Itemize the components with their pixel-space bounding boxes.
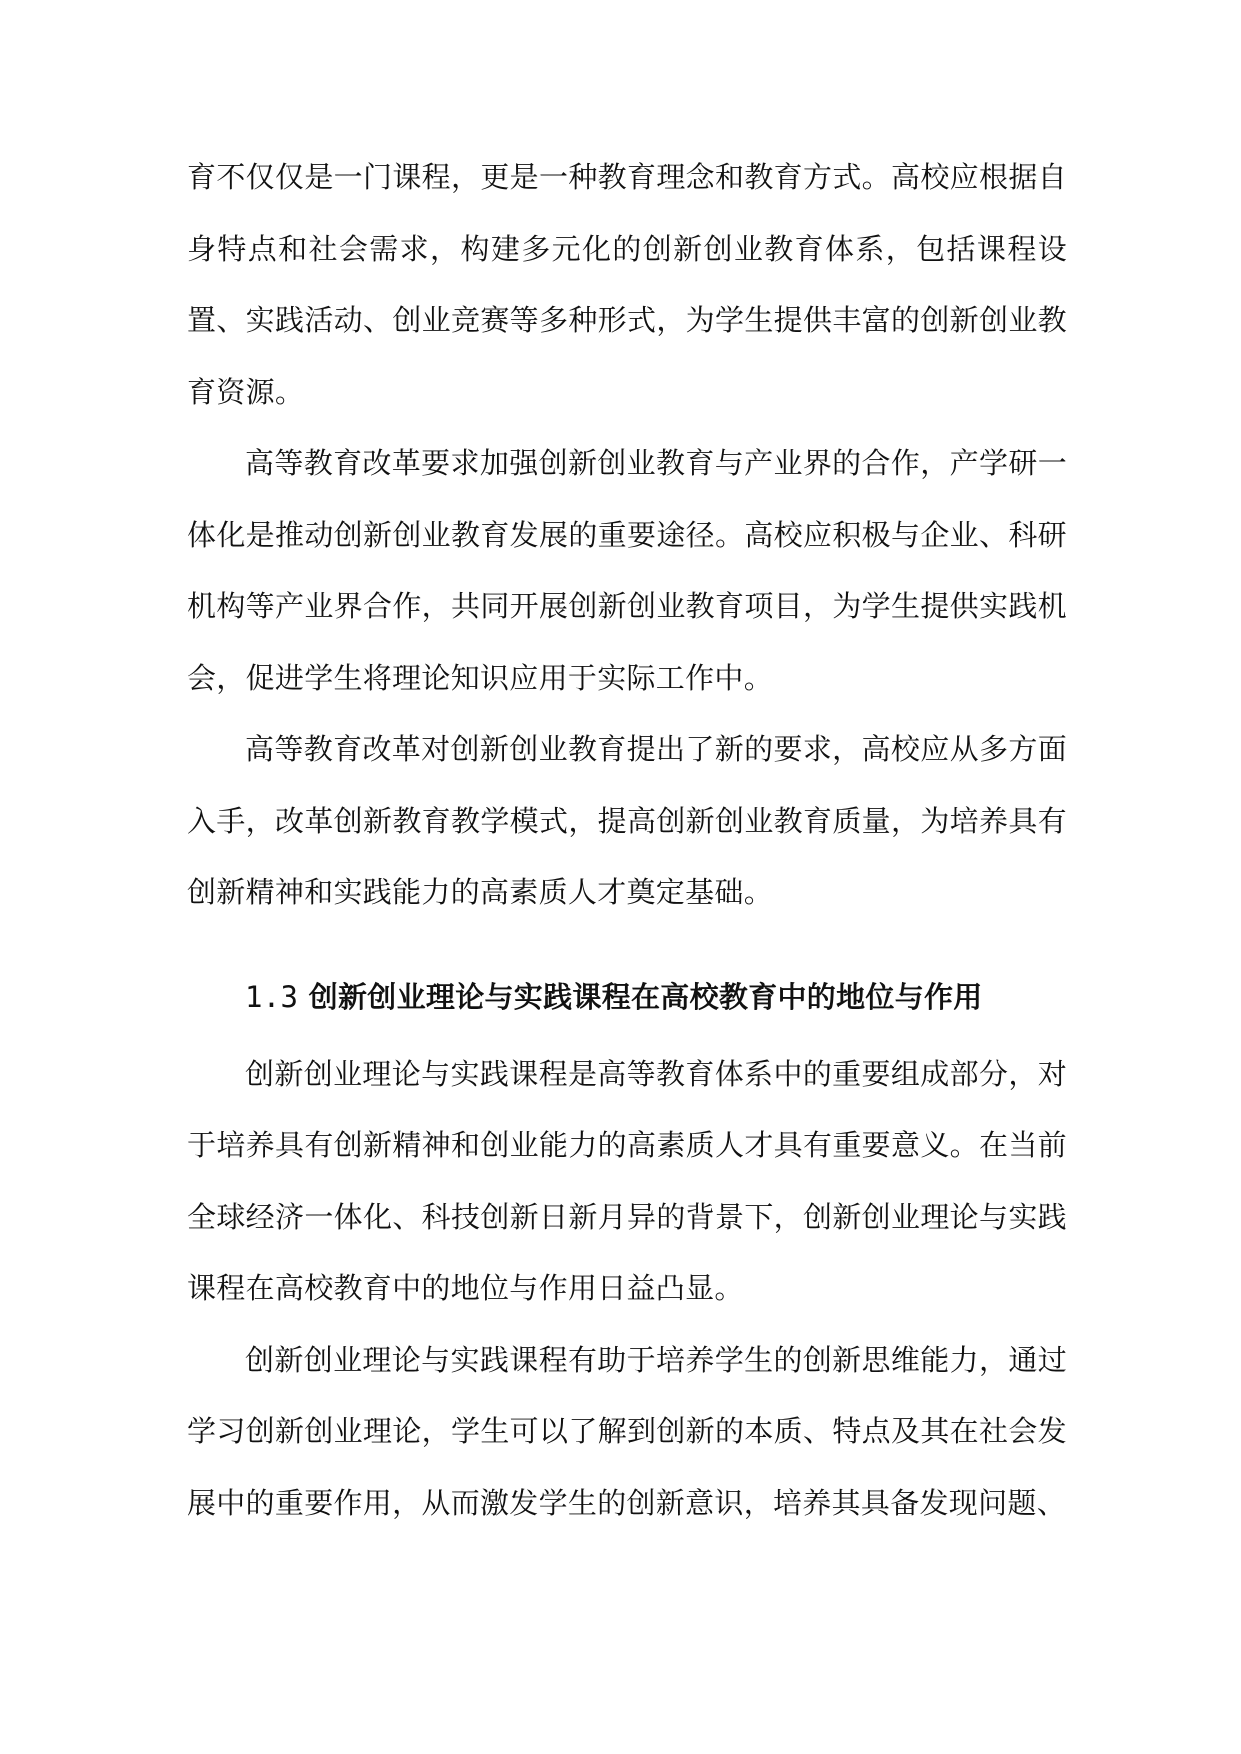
section-number: 1.3: [245, 979, 299, 1014]
section-title: 创新创业理论与实践课程在高校教育中的地位与作用: [308, 979, 983, 1014]
document-body: [187, 142, 1067, 1539]
paragraph-industry-cooperation: 高等教育改革要求加强创新创业教育与产业界的合作，产学研一体化是推动创新创业教育发展的重要途径。高校应积极与企业、科研机构等产业界合作，共同开展创新创业教育项目，为学生提供实践机会，促进学生将理论知识应用于实际工作中。: [187, 446, 1067, 695]
paragraph-continued: 育不仅仅是一门课程，更是一种教育理念和教育方式。高校应根据自身特点和社会需求，构建多元化的创新创业教育体系，包括课程设置、实践活动、创业竞赛等多种形式，为学生提供丰富的创新创业教育资源。: [187, 160, 1067, 409]
paragraph-reform-requirements: 高等教育改革对创新创业教育提出了新的要求，高校应从多方面入手，改革创新教育教学模式，提高创新创业教育质量，为培养具有创新精神和实践能力的高素质人才奠定基础。: [187, 732, 1067, 909]
paragraph-course-position: 创新创业理论与实践课程是高等教育体系中的重要组成部分，对于培养具有创新精神和创业能力的高素质人才具有重要意义。在当前全球经济一体化、科技创新日新月异的背景下，创新创业理论与实践课程在高校教育中的地位与作用日益凸显。: [187, 1056, 1067, 1305]
section-heading: [187, 967, 1067, 1027]
paragraph-innovation-thinking: 创新创业理论与实践课程有助于培养学生的创新思维能力，通过学习创新创业理论，学生可以了解到创新的本质、特点及其在社会发展中的重要作用，从而激发学生的创新意识，培养其具备发现问题、: [187, 1342, 1067, 1520]
